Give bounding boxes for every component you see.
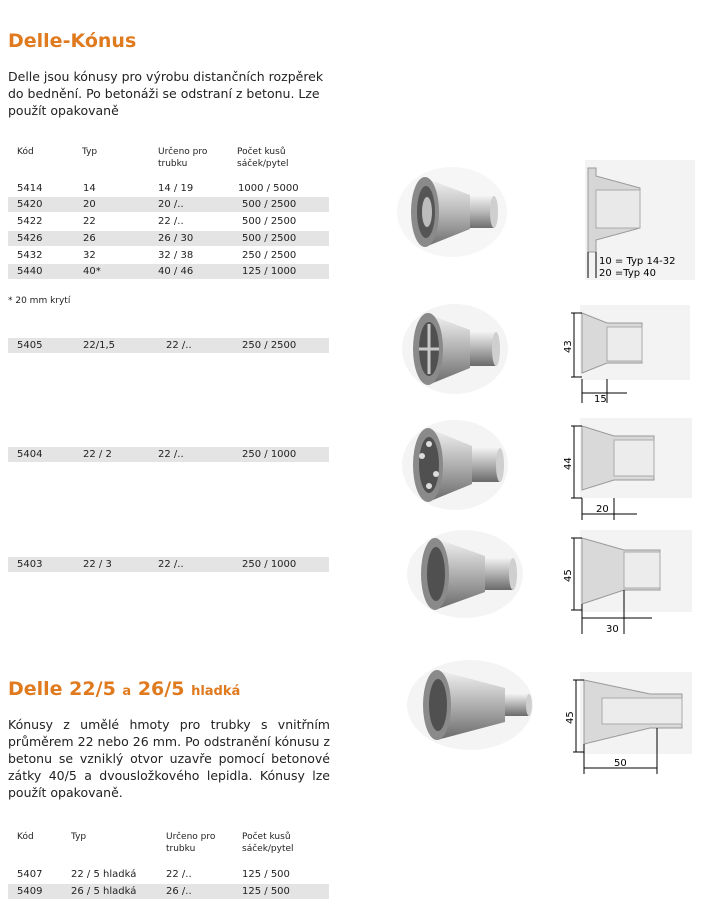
table-row: 5426 26 26 / 30 500 / 2500 xyxy=(8,231,329,246)
cone-drawing-1 xyxy=(560,160,700,285)
svg-text:20 =Typ 40: 20 =Typ 40 xyxy=(599,268,657,279)
col-urceno-2: trubku xyxy=(166,844,196,854)
cone-drawing-3 xyxy=(562,418,692,523)
svg-text:15: 15 xyxy=(594,394,607,405)
svg-text:20: 20 xyxy=(596,504,609,515)
cone-drawing-2 xyxy=(562,305,692,405)
table-row: 5405 22/1,5 22 /.. 250 / 2500 xyxy=(8,338,329,353)
table-row: 5414 14 14 / 19 1000 / 5000 xyxy=(17,183,299,194)
svg-text:50: 50 xyxy=(614,758,627,769)
cone-photo-3 xyxy=(400,418,510,513)
footnote: * 20 mm krytí xyxy=(8,296,71,306)
col-urceno-1: Určeno pro xyxy=(158,147,208,157)
svg-text:45: 45 xyxy=(563,569,574,582)
table-row: 5420 20 20 /.. 500 / 2500 xyxy=(8,197,329,212)
table-row: 5432 32 32 / 38 250 / 2500 xyxy=(17,250,297,261)
svg-text:30: 30 xyxy=(606,624,619,635)
cone-drawing-4 xyxy=(562,530,692,638)
table-row: 5407 22 / 5 hladká 22 /.. 125 / 500 xyxy=(17,869,290,880)
table-row: 5422 22 22 /.. 500 / 2500 xyxy=(17,216,297,227)
col-urceno-1: Určeno pro xyxy=(166,832,216,842)
col-urceno-2: trubku xyxy=(158,159,188,169)
cone-photo-4 xyxy=(405,528,525,620)
col-pocet-1: Počet kusů xyxy=(237,147,286,157)
section2-title: Delle 22/5 a 26/5 hladká xyxy=(8,678,241,700)
col-pocet-1: Počet kusů xyxy=(242,832,291,842)
col-typ: Typ xyxy=(71,832,87,842)
svg-text:45: 45 xyxy=(565,711,576,724)
cone-drawing-5 xyxy=(562,672,692,782)
col-kod: Kód xyxy=(17,147,34,157)
svg-text:10 = Typ 14-32: 10 = Typ 14-32 xyxy=(599,256,676,267)
table-row: 5403 22 / 3 22 /.. 250 / 1000 xyxy=(8,557,329,572)
svg-text:44: 44 xyxy=(563,457,574,470)
table-row: 5409 26 / 5 hladká 26 /.. 125 / 500 xyxy=(8,884,329,899)
section1-description: Delle jsou kónusy pro výrobu distančních rozpěrek do bednění. Po betonáži se odstraní z betonu. Lze použít opakovaně xyxy=(8,69,324,118)
col-typ: Typ xyxy=(82,147,98,157)
table-row: 5404 22 / 2 22 /.. 250 / 1000 xyxy=(8,447,329,462)
col-kod: Kód xyxy=(17,832,34,842)
cone-photo-1 xyxy=(395,165,510,260)
col-pocet-2: sáček/pytel xyxy=(237,159,289,169)
section2-description: Kónusy z umělé hmoty pro trubky s vnitřním průměrem 22 nebo 26 mm. Po odstranění kónusu z betonu se vzniklý otvor uzavře pomocí betonové zátky 40/5 a dvousložkového lepidla. Kónusy lze použít opakovaně. xyxy=(8,717,330,800)
cone-photo-5 xyxy=(405,658,535,753)
cone-photo-2 xyxy=(400,302,510,397)
table-row: 5440 40* 40 / 46 125 / 1000 xyxy=(8,264,329,279)
col-pocet-2: sáček/pytel xyxy=(242,844,294,854)
section1-title: Delle-Kónus xyxy=(8,30,137,52)
svg-text:43: 43 xyxy=(563,340,574,353)
